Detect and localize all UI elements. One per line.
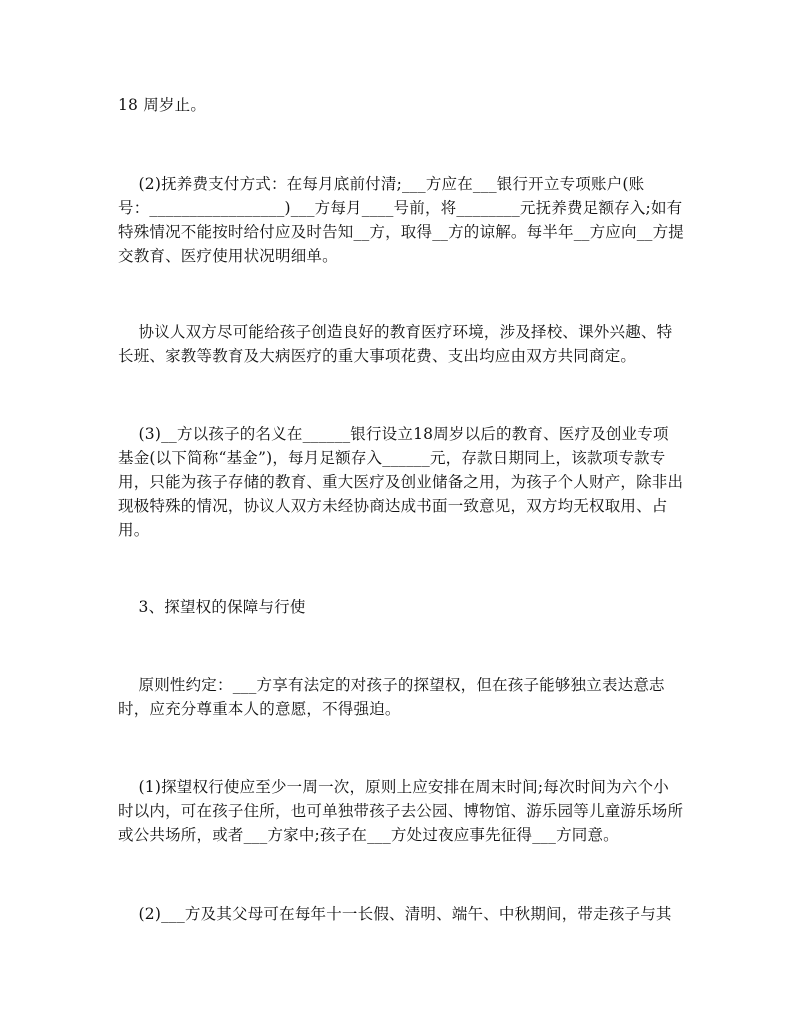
text-line: 基金(以下简称“基金”)，每月足额存入______元，存款日期同上，该款项专款专 <box>118 449 666 467</box>
text-line: 现极特殊的情况，协议人双方未经协商达成书面一致意见，双方均无权取用、占 <box>118 497 668 515</box>
text-line: 原则性约定：___方享有法定的对孩子的探望权，但在孩子能够独立表达意志 <box>118 676 665 694</box>
text-line: 长班、家教等教育及大病医疗的重大事项花费、支出均应由双方共同商定。 <box>118 347 637 365</box>
section-title: 3、探望权的保障与行使 <box>118 598 306 616</box>
text-line: (1)探望权行使应至少一周一次，原则上应安排在周末时间;每次时间为六个小 <box>118 778 669 796</box>
text-line: (2)___方及其父母可在每年十一长假、清明、端午、中秋期间，带走孩子与其 <box>118 905 672 923</box>
text-line: (3)__方以孩子的名义在______银行设立18周岁以后的教育、医疗及创业专项 <box>118 425 669 443</box>
text-line: 号：_________________)___方每月____号前，将________元抚养费足额存入;如有 <box>118 199 683 217</box>
text-line: 用。 <box>118 521 150 539</box>
text-line: 时以内，可在孩子住所，也可单独带孩子去公园、博物馆、游乐园等儿童游乐场所 <box>118 802 684 820</box>
text-line: 18 周岁止。 <box>118 96 207 114</box>
text-line: 用，只能为孩子存储的教育、重大医疗及创业储备之用，为孩子个人财产，除非出 <box>118 473 684 491</box>
text-line: 时，应充分尊重本人的意愿，不得强迫。 <box>118 700 401 718</box>
text-line: 或公共场所，或者___方家中;孩子在___方处过夜应事先征得___方同意。 <box>118 826 619 844</box>
text-line: 特殊情况不能按时给付应及时告知__方，取得__方的谅解。每半年__方应向__方提 <box>118 223 685 241</box>
text-line: 协议人双方尽可能给孩子创造良好的教育医疗环境，涉及择校、课外兴趣、特 <box>118 323 673 341</box>
text-line: (2)抚养费支付方式：在每月底前付清;___方应在___银行开立专项账户(账 <box>118 175 645 193</box>
text-line: 交教育、医疗使用状况明细单。 <box>118 247 338 265</box>
